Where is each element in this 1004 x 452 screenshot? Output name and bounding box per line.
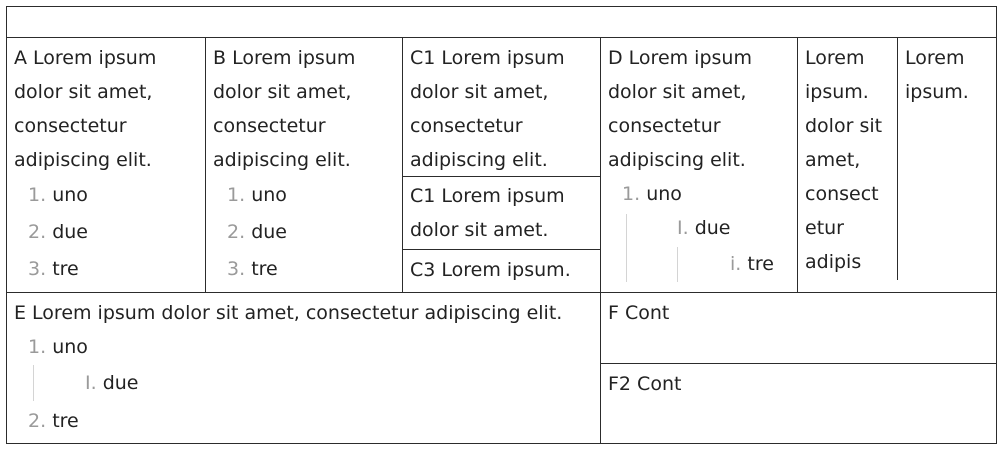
cell-a bbox=[6, 40, 205, 288]
list-item: 2. due bbox=[28, 221, 88, 243]
cell-a-line-2: dolor sit amet, bbox=[14, 81, 153, 103]
list-item: 2. tre bbox=[28, 410, 79, 432]
narrow2-line-1: Lorem bbox=[905, 47, 965, 69]
list-item: 1. uno bbox=[622, 183, 682, 205]
cell-b-list bbox=[227, 177, 402, 288]
cell-b-line-2: dolor sit amet, bbox=[213, 81, 352, 103]
c-divider-2 bbox=[402, 249, 600, 250]
list-item: i. tre bbox=[730, 253, 774, 275]
f-divider bbox=[600, 363, 997, 364]
list-item: 1. uno bbox=[28, 184, 88, 206]
cell-c1-line-4: adipiscing elit. bbox=[410, 149, 548, 171]
cell-b-line-3: consectetur bbox=[213, 115, 326, 137]
indent-guide bbox=[626, 214, 627, 282]
header-divider bbox=[6, 37, 997, 38]
narrow1-line-6: etur bbox=[805, 217, 844, 239]
cell-c3 bbox=[402, 252, 600, 287]
cell-c1b-line-1: C1 Lorem ipsum bbox=[410, 185, 565, 207]
narrow2-line-2: ipsum. bbox=[905, 81, 969, 103]
cell-e-line-1: E Lorem ipsum dolor sit amet, consectetur adipiscing elit. bbox=[14, 302, 563, 324]
list-item: 3. tre bbox=[28, 258, 79, 280]
cell-c1-line-1: C1 Lorem ipsum bbox=[410, 47, 565, 69]
cell-c1-line-3: consectetur bbox=[410, 115, 523, 137]
cell-a-line-1: A Lorem ipsum bbox=[14, 47, 157, 69]
cell-b bbox=[205, 40, 402, 288]
cell-b-line-1: B Lorem ipsum bbox=[213, 47, 356, 69]
list-item: I. due bbox=[85, 372, 139, 394]
list-item: 3. tre bbox=[227, 258, 278, 280]
cell-d-list bbox=[608, 177, 797, 282]
list-item: 1. uno bbox=[227, 184, 287, 206]
cell-c1-line-2: dolor sit amet, bbox=[410, 81, 549, 103]
cell-f2-line-1: F2 Cont bbox=[608, 373, 682, 395]
narrow1-line-5: consect bbox=[805, 183, 879, 205]
list-item: 2. due bbox=[227, 221, 287, 243]
narrow1-line-4: amet, bbox=[805, 149, 861, 171]
list-item: 1. uno bbox=[28, 336, 88, 358]
cell-a-list bbox=[28, 177, 205, 288]
cell-d-line-4: adipiscing elit. bbox=[608, 149, 746, 171]
indent-guide bbox=[677, 247, 678, 282]
narrow1-line-2: ipsum. bbox=[805, 81, 869, 103]
cell-d bbox=[600, 40, 797, 282]
cell-f-line-1: F Cont bbox=[608, 302, 670, 324]
cell-c1b-line-2: dolor sit amet. bbox=[410, 219, 549, 241]
cell-c3-line-1: C3 Lorem ipsum. bbox=[410, 259, 571, 281]
cell-a-line-3: consectetur bbox=[14, 115, 127, 137]
cell-f bbox=[600, 295, 997, 330]
cell-narrow-2 bbox=[897, 40, 997, 109]
cell-d-line-1: D Lorem ipsum bbox=[608, 47, 752, 69]
cell-e-list bbox=[14, 330, 600, 440]
cell-c1 bbox=[402, 40, 600, 177]
cell-a-line-4: adipiscing elit. bbox=[14, 149, 152, 171]
indent-guide bbox=[33, 365, 34, 401]
cell-d-line-2: dolor sit amet, bbox=[608, 81, 747, 103]
cell-b-line-4: adipiscing elit. bbox=[213, 149, 351, 171]
cell-c1-second bbox=[402, 178, 600, 247]
cell-e bbox=[6, 295, 600, 440]
row-divider bbox=[6, 292, 997, 293]
narrow1-line-1: Lorem bbox=[805, 47, 865, 69]
cell-d-line-3: consectetur bbox=[608, 115, 721, 137]
cell-narrow-1 bbox=[797, 40, 897, 279]
narrow1-line-3: dolor sit bbox=[805, 115, 883, 137]
list-item: I. due bbox=[677, 217, 731, 239]
narrow1-line-7: adipis bbox=[805, 251, 862, 273]
cell-f2 bbox=[600, 366, 997, 401]
